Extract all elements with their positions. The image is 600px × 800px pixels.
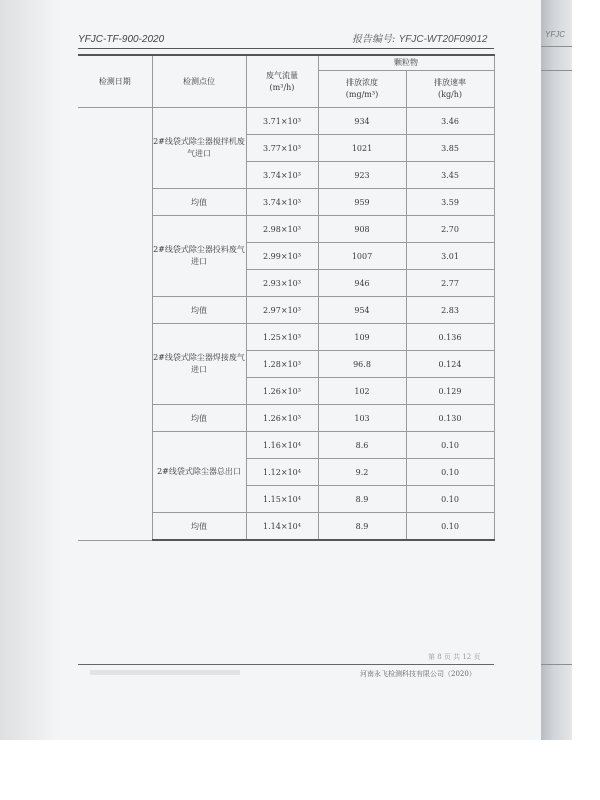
rate-cell: 0.136 (406, 324, 494, 351)
rate-cell: 0.10 (406, 432, 494, 459)
report-number-value: YFJC-WT20F09012 (398, 34, 488, 45)
adjacent-page-rule (541, 70, 572, 71)
page-number: 第 8 页 共 12 页 (428, 653, 481, 661)
average-label: 均值 (152, 297, 246, 324)
rate-cell: 3.01 (406, 243, 494, 270)
adjacent-page-edge (541, 0, 572, 740)
concentration-cell: 1021 (318, 135, 406, 162)
faint-footer-text (90, 670, 240, 675)
header-rate (406, 71, 494, 108)
particulate-table (78, 54, 495, 541)
concentration-cell: 923 (318, 162, 406, 189)
flow-cell: 1.26×10³ (246, 378, 318, 405)
header-concentration-label: 排放浓度 (346, 78, 378, 87)
average-label: 均值 (152, 513, 246, 541)
rate-cell: 0.10 (406, 486, 494, 513)
rate-cell: 2.83 (406, 297, 494, 324)
flow-cell: 2.98×10³ (246, 216, 318, 243)
rate-cell: 3.85 (406, 135, 494, 162)
rate-cell: 0.10 (406, 513, 494, 541)
header-concentration-unit: (mg/m³) (345, 90, 379, 99)
header-particulate: 颗粒物 (318, 55, 494, 71)
flow-cell: 3.74×10³ (246, 162, 318, 189)
header-rate-label: 排放速率 (434, 78, 466, 87)
flow-cell: 1.25×10³ (246, 324, 318, 351)
flow-cell: 3.71×10³ (246, 108, 318, 135)
concentration-cell: 109 (318, 324, 406, 351)
concentration-cell: 8.6 (318, 432, 406, 459)
flow-cell: 1.28×10³ (246, 351, 318, 378)
rate-cell: 3.45 (406, 162, 494, 189)
header-date: 检测日期 (78, 55, 152, 108)
average-label: 均值 (152, 189, 246, 216)
rate-cell: 0.10 (406, 459, 494, 486)
flow-cell: 1.15×10⁴ (246, 486, 318, 513)
rate-cell: 3.59 (406, 189, 494, 216)
concentration-cell: 102 (318, 378, 406, 405)
flow-cell: 2.99×10³ (246, 243, 318, 270)
document-code: YFJC-TF-900-2020 (78, 34, 165, 45)
flow-cell: 3.77×10³ (246, 135, 318, 162)
flow-cell: 1.12×10⁴ (246, 459, 318, 486)
table-row (78, 108, 494, 135)
concentration-cell: 934 (318, 108, 406, 135)
average-label: 均值 (152, 405, 246, 432)
flow-cell: 1.14×10⁴ (246, 513, 318, 541)
concentration-cell: 946 (318, 270, 406, 297)
header-rate-unit: (kg/h) (437, 90, 463, 99)
flow-cell: 1.16×10⁴ (246, 432, 318, 459)
point-cell: 2#线袋式除尘器投料废气进口 (152, 216, 246, 297)
concentration-cell: 908 (318, 216, 406, 243)
report-number (352, 30, 487, 45)
concentration-cell: 954 (318, 297, 406, 324)
company-name: 河南永飞检测科技有限公司（2020） (360, 670, 476, 678)
point-cell: 2#线袋式除尘器总出口 (152, 432, 246, 513)
rate-cell: 2.77 (406, 270, 494, 297)
header-flow-unit: (m³/h) (269, 82, 295, 92)
header-flow-label: 废气流量 (266, 70, 298, 80)
adjacent-page-ref: YFJC (545, 30, 565, 39)
flow-cell: 1.26×10³ (246, 405, 318, 432)
flow-cell: 3.74×10³ (246, 189, 318, 216)
report-number-label: 报告编号: (352, 34, 396, 45)
concentration-cell: 1007 (318, 243, 406, 270)
header-rule (78, 48, 494, 49)
concentration-cell: 103 (318, 405, 406, 432)
concentration-cell: 9.2 (318, 459, 406, 486)
concentration-cell: 959 (318, 189, 406, 216)
scan-shadow (0, 0, 60, 740)
header-flow (246, 55, 318, 108)
flow-cell: 2.93×10³ (246, 270, 318, 297)
concentration-cell: 96.8 (318, 351, 406, 378)
concentration-cell: 8.9 (318, 513, 406, 541)
date-cell (78, 108, 152, 541)
flow-cell: 2.97×10³ (246, 297, 318, 324)
header-point: 检测点位 (152, 55, 246, 108)
adjacent-page-rule (541, 46, 572, 47)
point-cell: 2#线袋式除尘器焊接废气进口 (152, 324, 246, 405)
rate-cell: 0.129 (406, 378, 494, 405)
adjacent-page-rule (541, 664, 572, 665)
header-concentration (318, 71, 406, 108)
concentration-cell: 8.9 (318, 486, 406, 513)
rate-cell: 3.46 (406, 108, 494, 135)
rate-cell: 0.124 (406, 351, 494, 378)
point-cell: 2#线袋式除尘器搅拌机废气进口 (152, 108, 246, 189)
rate-cell: 2.70 (406, 216, 494, 243)
rate-cell: 0.130 (406, 405, 494, 432)
footer-rule (78, 664, 494, 665)
